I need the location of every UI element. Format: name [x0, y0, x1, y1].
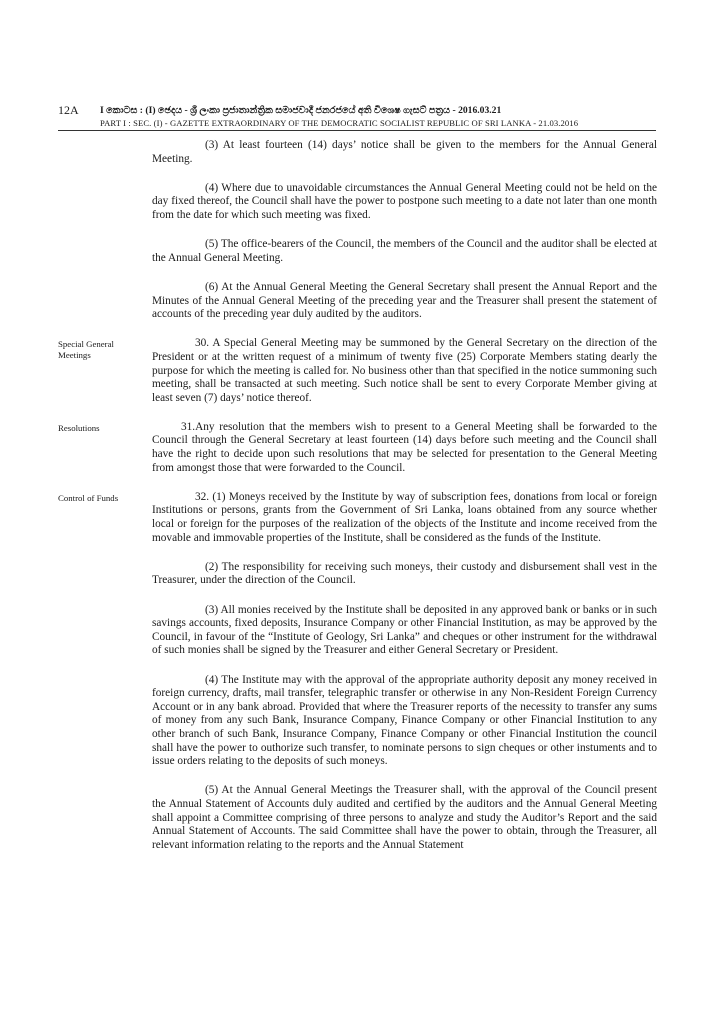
english-header: PART I : SEC. (I) - GAZETTE EXTRAORDINARY OF THE DEMOCRATIC SOCIALIST REPUBLIC OF SRI LANKA - 21.03.2016 — [100, 118, 579, 128]
margin-note-control-of-funds: Control of Funds — [58, 492, 119, 503]
paragraph-30: 30. A Special General Meeting may be summoned by the General Secretary on the direction of the President or at the written request of a minimum of twenty five (25) Corporate Members stating dearly the purpose for which the meeting is called for. No business other than that specified in the notice summoning such meeting, shall be transacted at such meeting. Such notice shall be sent to every Corporate Member giving at least seven (7) days’ notice thereof. — [152, 337, 657, 404]
paragraph-32-2: (2) The responsibility for receiving such moneys, their custody and disbursement shall vest in the Treasurer, under the direction of the Council. — [152, 560, 657, 587]
paragraph-29-4: (4) Where due to unavoidable circumstances the Annual General Meeting could not be held on the day fixed thereof, the Council shall have the power to postpone such meeting to a date not later than one month from the date for which such meeting was fixed. — [152, 181, 657, 221]
paragraph-31: 31.Any resolution that the members wish to present to a General Meeting shall be forwarded to the Council through the General Secretary at least fourteen (14) days before such meeting and the Council shall have the right to decide upon such resolutions that may be selected for presentation to the General Meeting from amongst those that were forwarded to the Council. — [152, 420, 657, 474]
paragraph-32-3: (3) All monies received by the Institute shall be deposited in any approved bank or banks or in such savings accounts, fixed deposits, Insurance Company or other Financial Institution, as may be approved by the Council, in favour of the “Institute of Geology, Sri Lanka” and cheques or other instrument for the withdrawal of such monies shall be signed by the Treasurer and either General Secretary or President. — [152, 603, 657, 657]
page-header — [58, 103, 658, 128]
page-number: 12A — [58, 103, 79, 117]
sinhala-header: I කොටස : (I) ඡෙදය - ශ්‍රී ලංකා ප්‍රජාතාන්ත්‍රික සමාජවාදී ජනරජයේ අති විශෙෂ ගැසට් පත්‍රය - 2016.03.21 — [100, 105, 502, 116]
section-30 — [58, 337, 657, 405]
paragraph-29-3: (3) At least fourteen (14) days’ notice shall be given to the members for the Annual General Meeting. — [152, 139, 657, 165]
section-32 — [58, 490, 657, 545]
paragraph-29-6: (6) At the Annual General Meeting the General Secretary shall present the Annual Report and the Minutes of the Annual General Meeting of the preceding year and the Treasurer shall present the statement of accounts of the preceding year duly audited by the auditors. — [152, 280, 657, 321]
margin-note-resolutions: Resolutions — [58, 422, 100, 433]
paragraph-32-4: (4) The Institute may with the approval of the appropriate authority deposit any money received in foreign currency, drafts, mail transfer, telegraphic transfer or otherwise in any Non-Resident Foreign Currency Account or in any bank abroad. Provided that where the Treasurer reports of the necessity to transfer any sums of money from any such Bank, Insurance Company, Finance Company or other Financial Institution to any other branch of such Bank, Insurance Company, Finance Company or other Financial Institution the council shall have the power to outhorize such transfer, to nominate persons to sign cheques or other instuments and to issue orders relating to the deposits of such moneys. — [152, 673, 657, 768]
paragraph-29-5: (5) The office-bearers of the Council, the members of the Council and the auditor shall be elected at the Annual General Meeting. — [152, 238, 657, 264]
header-rule — [58, 130, 656, 131]
document-body — [58, 139, 657, 868]
header-line-1 — [58, 103, 658, 118]
paragraph-32-5: (5) At the Annual General Meetings the Treasurer shall, with the approval of the Council present the Annual Statement of Accounts duly audited and certified by the auditors and the Annual General Meeting shall appoint a Committee comprising of three persons to analyze and study the Auditor’s Report and the said Annual Statement of Accounts. The said Committee shall have the power to obtain, through the Treasurer, all relevant information relating to the reports and the Annual Statement — [152, 784, 657, 851]
paragraph-32-1: 32. (1) Moneys received by the Institute by way of subscription fees, donations from local or foreign Institutions or persons, grants from the Government of Sri Lanka, loans obtained from any source whether local or foreign for the purposes of the realization of the objects of the Institute and income received from the movable and immovable properties of the Institute, shall be considered as the funds of the Institute. — [152, 490, 657, 544]
section-31 — [58, 420, 657, 475]
margin-note-special-general-meetings: Special General Meetings — [58, 339, 114, 361]
